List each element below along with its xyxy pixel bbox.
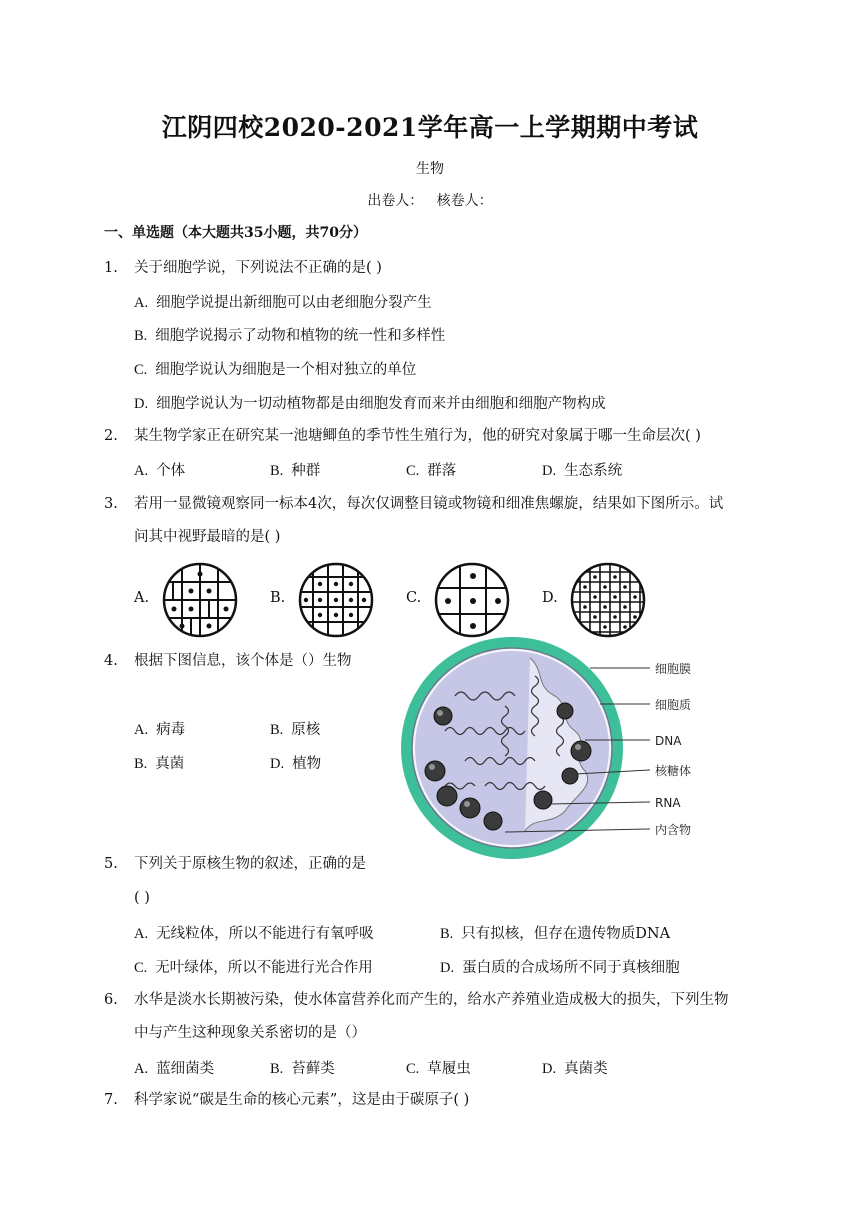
microscope-view-c — [432, 560, 512, 640]
option-6d: D. 真菌类 — [542, 1061, 608, 1077]
question-stem-line1: 下列关于原核生物的叙述，正确的是 — [134, 856, 366, 872]
prokaryote-cell-diagram — [385, 636, 725, 866]
option-6b: B. 苔藓类 — [270, 1061, 335, 1077]
question-1: 1. 关于细胞学说，下列说法不正确的是( ) — [104, 260, 382, 276]
option-5d: D. 蛋白质的合成场所不同于真核细胞 — [440, 960, 680, 976]
option-1b: B. 细胞学说揭示了动物和植物的统一性和多样性 — [134, 328, 446, 344]
label-cytoplasm: 细胞质 — [655, 698, 692, 712]
question-6: 6. 水华是淡水长期被污染，使水体富营养化而产生的，给水产养殖业造成极大的损失，下列生物 — [104, 992, 729, 1008]
label-ribosome: 核糖体 — [655, 764, 692, 778]
option-1d: D. 细胞学说认为一切动植物都是由细胞发育而来并由细胞和细胞产物构成 — [134, 396, 606, 412]
option-2b: B. 种群 — [270, 463, 321, 479]
question-stem-line1: 若用一显微镜观察同一标本4次，每次仅调整目镜或物镜和细准焦螺旋，结果如下图所示。试 — [134, 496, 724, 512]
question-stem: 根据下图信息，该个体是（）生物 — [134, 653, 352, 669]
label-dna: DNA — [655, 734, 682, 748]
option-2c: C. 群落 — [406, 463, 457, 479]
option-5b: B. 只有拟核，但存在遗传物质DNA — [440, 926, 671, 942]
question-4: 4. 根据下图信息，该个体是（）生物 — [104, 653, 352, 669]
option-1c: C. 细胞学说认为细胞是一个相对独立的单位 — [134, 362, 417, 378]
question-3: 3. 若用一显微镜观察同一标本4次，每次仅调整目镜或物镜和细准焦螺旋，结果如下图所示。试 — [104, 496, 724, 512]
subject-label: 生物 — [416, 161, 444, 177]
option-6c: C. 草履虫 — [406, 1061, 471, 1077]
authors-line: 出卷人： 核卷人： — [367, 193, 493, 209]
option-4d: D. 植物 — [270, 756, 322, 772]
label-inclusion: 内含物 — [655, 823, 692, 837]
option-3b: B. — [270, 590, 286, 606]
option-4b: B. 原核 — [270, 722, 321, 738]
question-stem-line1: 水华是淡水长期被污染，使水体富营养化而产生的，给水产养殖业造成极大的损失，下列生物 — [134, 992, 729, 1008]
option-5a: A. 无线粒体，所以不能进行有氧呼吸 — [134, 926, 374, 942]
option-2a: A. 个体 — [134, 463, 186, 479]
question-stem: 关于细胞学说，下列说法不正确的是( ) — [134, 260, 382, 276]
option-6a: A. 蓝细菌类 — [134, 1061, 215, 1077]
question-2: 2. 某生物学家正在研究某一池塘鲫鱼的季节性生殖行为，他的研究对象属于哪一生命层次( ) — [104, 428, 701, 444]
microscope-view-a — [160, 560, 240, 640]
question-7: 7. 科学家说“碳是生命的核心元素”，这是由于碳原子( ) — [104, 1092, 470, 1108]
question-5: 5. 下列关于原核生物的叙述，正确的是 — [104, 856, 366, 872]
option-3c: C. — [406, 590, 422, 606]
option-1a: A. 细胞学说提出新细胞可以由老细胞分裂产生 — [134, 295, 432, 311]
question-stem: 某生物学家正在研究某一池塘鲫鱼的季节性生殖行为，他的研究对象属于哪一生命层次( ) — [134, 428, 701, 444]
section-heading: 一、单选题（本大题共35小题，共70分） — [104, 225, 367, 241]
option-4a: A. 病毒 — [134, 722, 186, 738]
label-cell-membrane: 细胞膜 — [655, 662, 692, 676]
option-2d: D. 生态系统 — [542, 463, 623, 479]
question-5-line2: ( ) — [134, 890, 150, 906]
option-3d: D. — [542, 590, 558, 606]
microscope-view-d — [568, 560, 648, 640]
option-3a: A. — [134, 590, 150, 606]
page-title: 江阴四校2020-2021学年高一上学期期中考试 — [161, 113, 699, 142]
question-6-line2: 中与产生这种现象关系密切的是（） — [134, 1025, 366, 1041]
option-4c: B. 真菌 — [134, 756, 185, 772]
label-rna: RNA — [655, 796, 681, 810]
question-3-line2: 问其中视野最暗的是( ) — [134, 529, 281, 545]
question-stem: 科学家说“碳是生命的核心元素”，这是由于碳原子( ) — [134, 1092, 470, 1108]
microscope-view-b — [296, 560, 376, 640]
option-5c: C. 无叶绿体，所以不能进行光合作用 — [134, 960, 373, 976]
